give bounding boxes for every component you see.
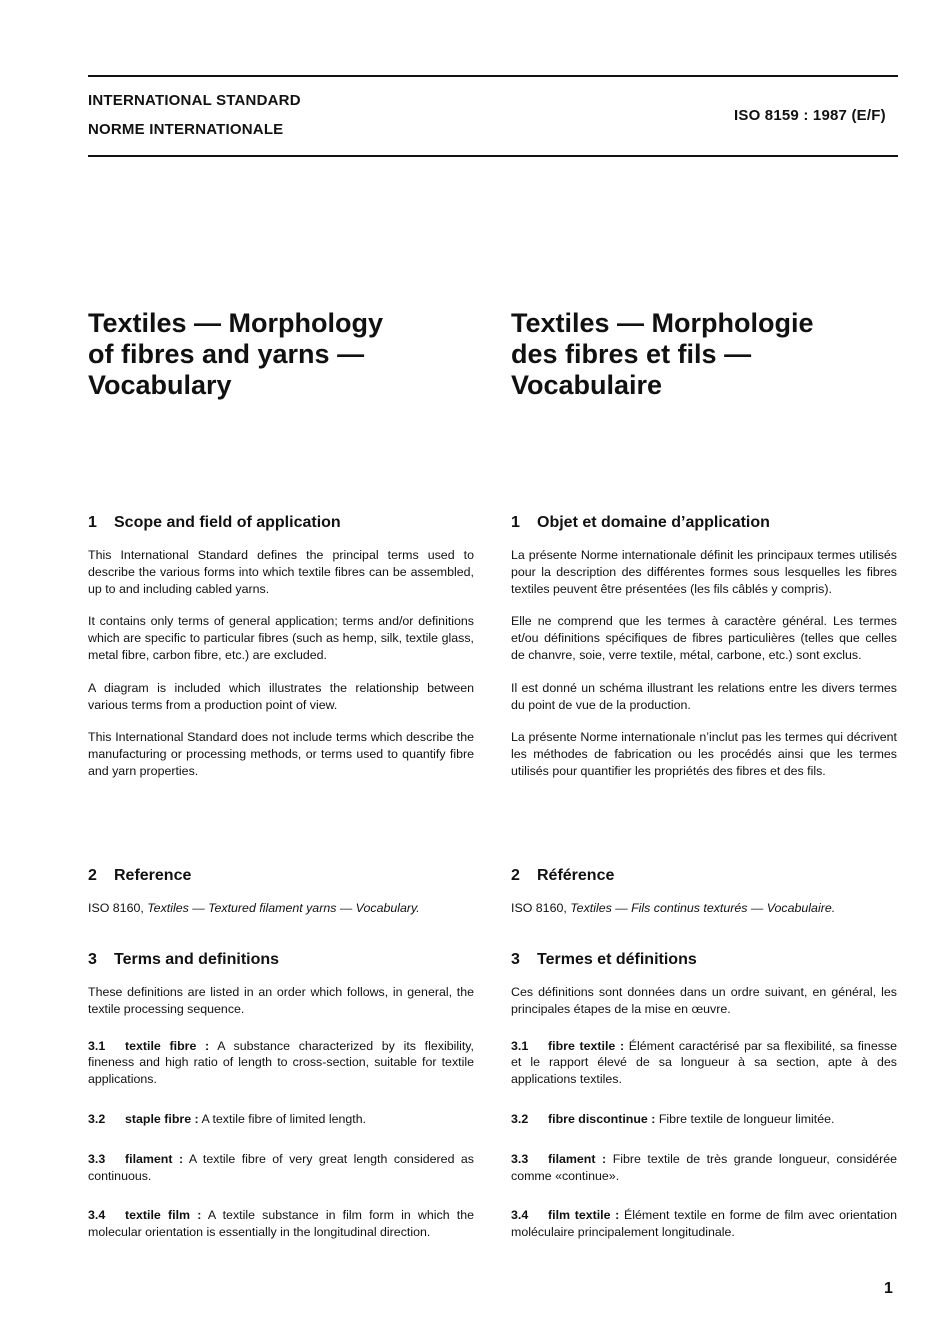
fr-s1-title: Objet et domaine d’application: [537, 514, 770, 531]
en-s1-number: 1: [88, 514, 97, 531]
fr-s2-reference: [511, 900, 897, 917]
term-label: film textile :: [548, 1208, 620, 1223]
term-number: 3.2: [88, 1111, 106, 1126]
fr-section-3: [511, 950, 897, 1241]
term-number: 3.3: [88, 1151, 106, 1166]
term-label: staple fibre :: [125, 1111, 199, 1126]
en-term-3-4: [88, 1207, 474, 1241]
header-title-en: INTERNATIONAL STANDARD: [88, 92, 301, 109]
fr-s1-p2: Elle ne comprend que les termes à caractère général. Les termes et/ou définitions spécifiques de fibres particulières (telles que celles de chanvre, soie, verre textile, métal, carbone, etc.) sont exclus.: [511, 614, 897, 662]
fr-s1-heading: [511, 513, 897, 533]
term-definition: A textile fibre of very great length considered as continuous.: [88, 1151, 475, 1183]
term-label: textile fibre :: [125, 1038, 210, 1053]
title-en-line: of fibres and yarns —: [88, 339, 365, 369]
en-section-2: [88, 866, 474, 917]
title-en-line: Vocabulary: [88, 370, 232, 400]
title-fr-line: des fibres et fils —: [511, 339, 752, 369]
fr-s2-title: Référence: [537, 867, 615, 884]
fr-term-3-3: [511, 1151, 897, 1185]
fr-term-3-2: [511, 1111, 897, 1128]
fr-s1-p3: Il est donné un schéma illustrant les relations entre les divers termes du point de vue de la production.: [511, 680, 897, 712]
title-fr-line: Vocabulaire: [511, 370, 663, 400]
term-number: 3.4: [88, 1208, 106, 1223]
term-number: 3.1: [511, 1038, 529, 1053]
fr-s3-title: Termes et définitions: [537, 951, 697, 968]
en-term-3-2: [88, 1111, 474, 1128]
page-number: 1: [884, 1280, 893, 1297]
en-s1-p4: This International Standard does not include terms which describe the manufacturing or processing methods, or terms used to quantify fibre and yarn properties.: [88, 730, 474, 778]
en-s1-heading: [88, 513, 474, 533]
en-s2-number: 2: [88, 867, 97, 884]
en-term-3-3: [88, 1151, 474, 1185]
fr-s2-number: 2: [511, 867, 520, 884]
term-number: 3.3: [511, 1151, 529, 1166]
en-s3-heading: [88, 950, 474, 970]
fr-term-3-4: [511, 1207, 897, 1241]
title-en-line: Textiles — Morphology: [88, 308, 384, 338]
term-number: 3.4: [511, 1208, 529, 1223]
top-rule: [88, 75, 898, 77]
term-label: fibre textile :: [548, 1038, 625, 1053]
term-label: filament :: [125, 1151, 184, 1166]
term-number: 3.1: [88, 1038, 106, 1053]
term-definition: Élément caractérisé par sa flexibilité, sa finesse et le rapport élevé de sa longueur à sa section, apte à des applications textiles.: [511, 1038, 897, 1087]
term-label: textile film :: [125, 1208, 202, 1223]
fr-s3-heading: [511, 950, 897, 970]
fr-s2-heading: [511, 866, 897, 886]
en-s1-p1: This International Standard defines the principal terms used to describe the various forms into which textile fibres can be assembled, up to and including cabled yarns.: [88, 548, 474, 596]
term-number: 3.2: [511, 1111, 529, 1126]
term-definition: A textile fibre of limited length.: [201, 1111, 367, 1126]
en-ref-title: Textiles — Textured filament yarns — Vocabulary.: [147, 901, 420, 915]
en-s2-title: Reference: [114, 867, 192, 884]
term-definition: A substance characterized by its flexibility, fineness and high ratio of length to cross-section, suitable for textile applications.: [88, 1038, 475, 1087]
fr-section-1: [511, 513, 897, 780]
term-definition: Fibre textile de longueur limitée.: [658, 1111, 835, 1126]
en-s1-p2: It contains only terms of general application; terms and/or definitions which are specific to particular fibres (such as hemp, silk, textile glass, metal fibre, carbon fibre, etc.) are excluded.: [88, 614, 474, 662]
fr-s3-intro: Ces définitions sont données dans un ordre suivant, en général, les principales étapes de la mise en œuvre.: [511, 985, 897, 1016]
fr-s1-p1: La présente Norme internationale définit les principaux termes utilisés pour la description des différentes formes sous lesquelles les fibres textiles peuvent être présentées (les fils câblés y compris).: [511, 548, 897, 596]
title-fr-line: Textiles — Morphologie: [511, 308, 814, 338]
term-definition: Élément textile en forme de film avec orientation moléculaire principalement longitudinale.: [511, 1208, 897, 1240]
en-term-3-1: [88, 1038, 474, 1088]
fr-ref-code: ISO 8160,: [511, 901, 567, 915]
document-title-fr: [511, 308, 911, 401]
term-definition: Fibre textile de très grande longueur, considérée comme «continue».: [511, 1151, 898, 1183]
header-bottom-rule: [88, 155, 898, 157]
en-s2-reference: [88, 900, 474, 917]
en-section-3: [88, 950, 474, 1241]
document-title-en: [88, 308, 488, 401]
fr-s1-p4: La présente Norme internationale n’inclut pas les termes qui décrivent les méthodes de fabrication ou les procédés ainsi que les termes utilisés pour quantifier les propriétés des fibres et des fils.: [511, 730, 897, 778]
en-s3-intro: These definitions are listed in an order which follows, in general, the textile processing sequence.: [88, 985, 474, 1016]
en-section-1: [88, 513, 474, 780]
en-s1-p3: A diagram is included which illustrates the relationship between various terms from a production point of view.: [88, 680, 474, 712]
en-s2-heading: [88, 866, 474, 886]
fr-term-3-1: [511, 1038, 897, 1088]
en-s3-number: 3: [88, 951, 97, 968]
term-definition: A textile substance in film form in which the molecular orientation is essentially in the longitudinal direction.: [88, 1208, 474, 1240]
en-ref-code: ISO 8160,: [88, 901, 144, 915]
fr-s3-number: 3: [511, 951, 520, 968]
term-label: filament :: [548, 1151, 607, 1166]
en-s1-title: Scope and field of application: [114, 514, 341, 531]
fr-s1-number: 1: [511, 514, 520, 531]
header-standard-ref: ISO 8159 : 1987 (E/F): [734, 107, 886, 124]
en-s3-title: Terms and definitions: [114, 951, 280, 968]
header-title-fr: NORME INTERNATIONALE: [88, 121, 284, 138]
fr-section-2: [511, 866, 897, 917]
fr-ref-title: Textiles — Fils continus texturés — Vocabulaire.: [570, 901, 836, 915]
term-label: fibre discontinue :: [548, 1111, 656, 1126]
